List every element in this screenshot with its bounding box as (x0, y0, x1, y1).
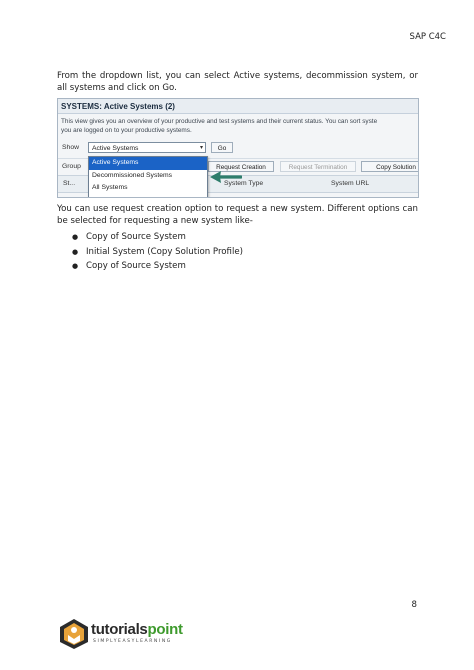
list-item (72, 246, 243, 261)
bullet-icon: ● (72, 233, 79, 241)
screenshot-description (61, 118, 419, 135)
systems-screenshot (57, 98, 419, 198)
column-system-type[interactable]: System Type (224, 180, 264, 187)
column-system-url[interactable]: System URL (331, 180, 370, 187)
logo-wordmark (91, 621, 183, 638)
show-row (58, 140, 418, 156)
tutorialspoint-logo (57, 617, 207, 653)
go-button[interactable]: Go (211, 142, 233, 153)
description-line-2: you are logged on to your productive systems. (61, 126, 192, 134)
page-number: 8 (411, 600, 417, 610)
column-status[interactable]: St... (63, 180, 76, 187)
logo-mark-icon (57, 617, 91, 651)
pointer-arrow-icon (208, 169, 242, 185)
bullet-icon: ● (72, 262, 79, 270)
options-list (72, 231, 243, 275)
body-paragraph: You can use request creation option to request a new system. Different options can be selected for requesting a new system like- (57, 204, 418, 226)
screenshot-title: SYSTEMS: Active Systems (2) (58, 99, 418, 114)
copy-solution-button[interactable]: Copy Solution (361, 161, 419, 172)
logo-tagline: SIMPLYEASYLEARNING (93, 639, 172, 644)
bullet-icon: ● (72, 247, 79, 256)
chevron-down-icon[interactable]: ▾ (199, 145, 203, 151)
show-select[interactable] (88, 142, 206, 153)
show-dropdown-list (88, 156, 208, 198)
request-termination-button[interactable]: Request Termination (280, 161, 356, 172)
logo-word-tutorials: tutorials (91, 621, 148, 638)
dropdown-option-active-systems[interactable]: Active Systems (89, 157, 207, 170)
list-item (72, 231, 243, 246)
group-label: Group (62, 163, 81, 170)
list-item-text: Initial System (Copy Solution Profile) (86, 246, 243, 257)
show-select-value: Active Systems (92, 145, 139, 152)
show-label: Show (62, 144, 80, 151)
description-line-1: This view gives you an overview of your productive and test systems and their current status. You can sort syste (61, 118, 378, 125)
dropdown-option-decommissioned-systems[interactable]: Decommissioned Systems (92, 171, 173, 179)
request-creation-button[interactable]: Request Creation (208, 161, 274, 172)
list-item-text: Copy of Source System (86, 261, 186, 271)
logo-word-point: point (147, 621, 183, 638)
list-item-text: Copy of Source System (86, 232, 186, 242)
dropdown-option-all-systems[interactable]: All Systems (92, 184, 128, 191)
list-item (72, 260, 243, 275)
header-title: SAP C4C (409, 32, 446, 42)
intro-paragraph: From the dropdown list, you can select Active systems, decommission system, or all systems and click on Go. (57, 71, 418, 93)
